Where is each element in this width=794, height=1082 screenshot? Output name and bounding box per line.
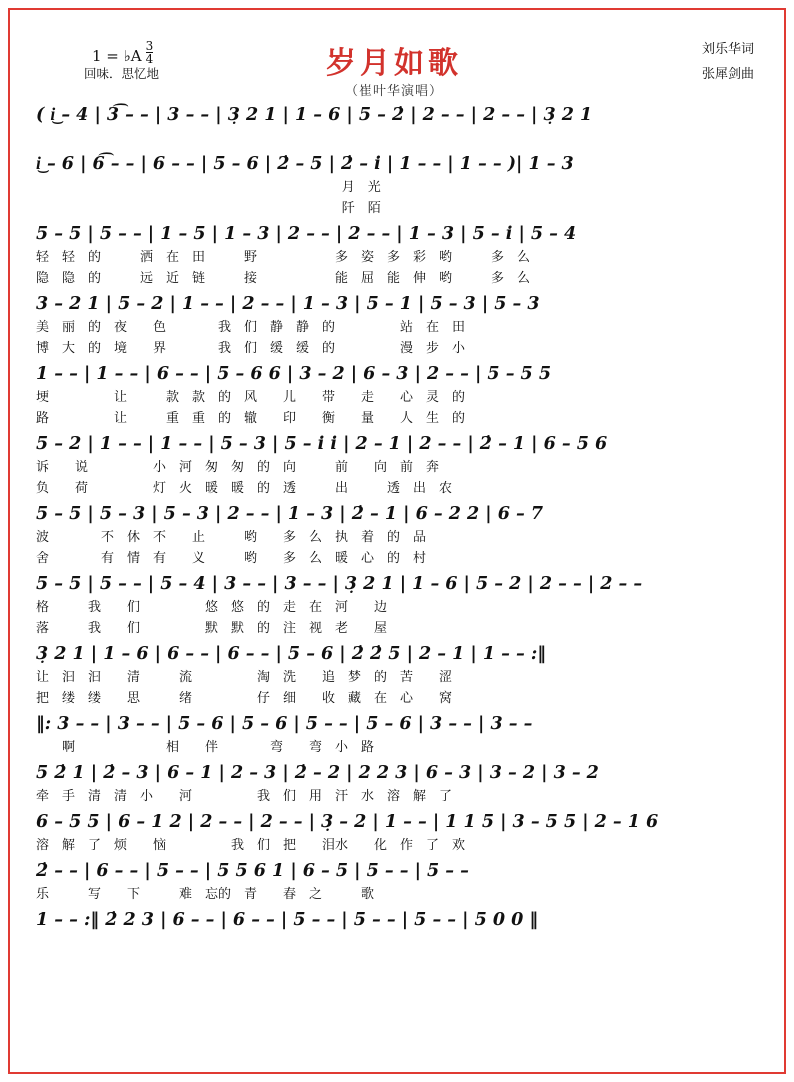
notation-line: 5 – 5 | 5 – – | 1 – 5 | 1 – 3 | 2 – – | 2 – – | 1 – 3 | 5 – i | 5 – 4 (36, 224, 577, 244)
lyric-line-1: 美 丽 的 夜 色 我 们 静 静 的 站 在 田 (36, 320, 466, 335)
lyric-line-1: 啊 相 伴 弯 弯 小 路 (36, 740, 375, 755)
music-system (34, 711, 754, 758)
music-system (34, 102, 754, 149)
lyric-line-2: 负 荷 灯 火 暖 暖 的 透 出 透 出 农 (36, 481, 453, 496)
score-inner (34, 24, 754, 1054)
lyric-line-1: 埂 让 款 款 的 风 儿 带 走 心 灵 的 (36, 390, 466, 405)
music-system (34, 431, 754, 499)
music-system (34, 501, 754, 569)
notation-line: i͜ – 6 | 6͡ – – | 6 – – | 5 – 6 | 2̇ – 5 | 2̇ – i | 1 – – | 1 – – )| 1 – 3 (36, 154, 574, 174)
notation-line: 5 2̇ 1 | 2̇ – 3 | 6 – 1 | 2 – 3 | 2̇ – 2 | 2 2 3 | 6 – 3 | 3 – 2 | 3 – 2 (36, 763, 599, 783)
lyric-line-2: 博 大 的 境 界 我 们 缓 缓 的 漫 步 小 (36, 341, 466, 356)
music-system (34, 571, 754, 639)
lyric-line-1: 月 光 (36, 180, 381, 195)
notation-line: 2̇ – – | 6 – – | 5 – – | 5 5 6 1 | 6 – 5 | 5 – – | 5 – – (36, 861, 469, 881)
notation-line: 1 – – | 1 – – | 6 – – | 5 – 6 6 | 3 – 2 | 6 – 3 | 2 – – | 5 – 5 5 (36, 364, 551, 384)
score-header (34, 24, 754, 102)
lyric-line-1: 溶 解 了 烦 恼 我 们 把 泪水 化 作 了 欢 (36, 838, 466, 853)
lyric-line-2: 把 缕 缕 思 绪 仔 细 收 藏 在 心 窝 (36, 691, 453, 706)
tempo-mood-text: 回味．思忆地 (84, 66, 160, 81)
notation-line: 6 – 5 5 | 6 – 1 2 | 2 – – | 2 – – | 3̣ – 2 | 1 – – | 1 1 5 | 3 – 5 5 | 2 – 1 6 (36, 812, 659, 832)
lyric-line-2: 阡 陌 (36, 201, 381, 216)
lyric-line-1: 牵 手 清 清 小 河 我 们 用 汗 水 溶 解 了 (36, 789, 453, 804)
lyric-line-1 (34, 128, 754, 149)
notation-line: 5 – 5 | 5 – 3 | 5 – 3 | 2 – – | 1 – 3 | 2̇ – 1 | 6 – 2 2 | 6 – 7 (36, 504, 544, 524)
music-system (34, 907, 754, 933)
music-system (34, 361, 754, 429)
notation-line: ( i͜ – 4 | 3͡ – – | 3 – – | 3̣ 2 1 | 1 – 6 | 5 – 2̇ | 2 – – | 2 – – | 3̣ 2 1 (36, 105, 593, 125)
music-system (34, 858, 754, 905)
music-system (34, 291, 754, 359)
notation-line: 5 – 5 | 5 – – | 5 – 4 | 3 – – | 3 – – | 3̣ 2 1 | 1 – 6 | 5 – 2 | 2 – – | 2 – – (36, 574, 643, 594)
credit-composer: 张犀剑曲 (701, 66, 754, 82)
lyric-line-2: 落 我 们 默 默 的 注 视 老 屋 (36, 621, 388, 636)
key-signature-text: 1 = ♭A (92, 47, 142, 65)
music-system (34, 641, 754, 709)
time-signature-numerator: 3 (145, 39, 154, 53)
lyric-line-2: 舍 有 情 有 义 哟 多 么 暖 心 的 村 (36, 551, 427, 566)
time-signature-denominator: 4 (145, 52, 154, 66)
lyric-line-1: 格 我 们 悠 悠 的 走 在 河 边 (36, 600, 388, 615)
lyric-line-2: 隐 隐 的 远 近 链 接 能 屈 能 伸 哟 多 么 (36, 271, 531, 286)
notation-line: ‖: 3 – – | 3 – – | 5 – 6 | 5 – 6 | 5 – – | 5 – 6 | 3 – – | 3 – – (36, 714, 533, 734)
credits (702, 38, 754, 87)
notation-line: 3 – 2 1 | 5 – 2 | 1 – – | 2 – – | 1 – 3 | 5 – 1 | 5 – 3 | 5 – 3 (36, 294, 540, 314)
music-system (34, 221, 754, 289)
lyric-line-2: 路 让 重 重 的 辙 印 衡 量 人 生 的 (36, 411, 466, 426)
credit-lyricist: 刘乐华词 (701, 42, 754, 57)
lyric-line-1: 波 不 休 不 止 哟 多 么 执 着 的 品 (36, 530, 427, 545)
notation-line: 1 – – :‖ 2̇ 2 3 | 6 – – | 6 – – | 5 – – | 5 – – | 5 – – | 5 0 0 ‖ (36, 910, 539, 930)
music-system (34, 760, 754, 807)
notation-line: 3̣ 2 1 | 1 – 6 | 6 – – | 6 – – | 5 – 6 | 2̇ 2̇ 5 | 2 – 1 | 1 – – :‖ (36, 644, 547, 664)
music-system (34, 151, 754, 219)
page-title: 岁月如歌 (326, 46, 462, 81)
score-page (8, 8, 786, 1074)
music-system (34, 809, 754, 856)
performer-subtitle: （崔叶华演唱） (344, 84, 443, 99)
lyric-line-1: 轻 轻 的 洒 在 田 野 多 姿 多 彩 哟 多 么 (36, 250, 531, 265)
lyric-line-1: 诉 说 小 河 匆 匆 的 向 前 向 前 奔 (36, 460, 440, 475)
notation-line: 5 – 2 | 1 – – | 1 – – | 5 – 3 | 5 – i i | 2 – 1 | 2 – – | 2̇ – 1 | 6 – 5 6 (36, 434, 608, 454)
lyric-line-1: 让 汩 汩 清 流 淘 洗 追 梦 的 苦 涩 (36, 670, 453, 685)
lyric-line-1: 乐 写 下 难 忘的 青 春 之 歌 (36, 887, 375, 902)
